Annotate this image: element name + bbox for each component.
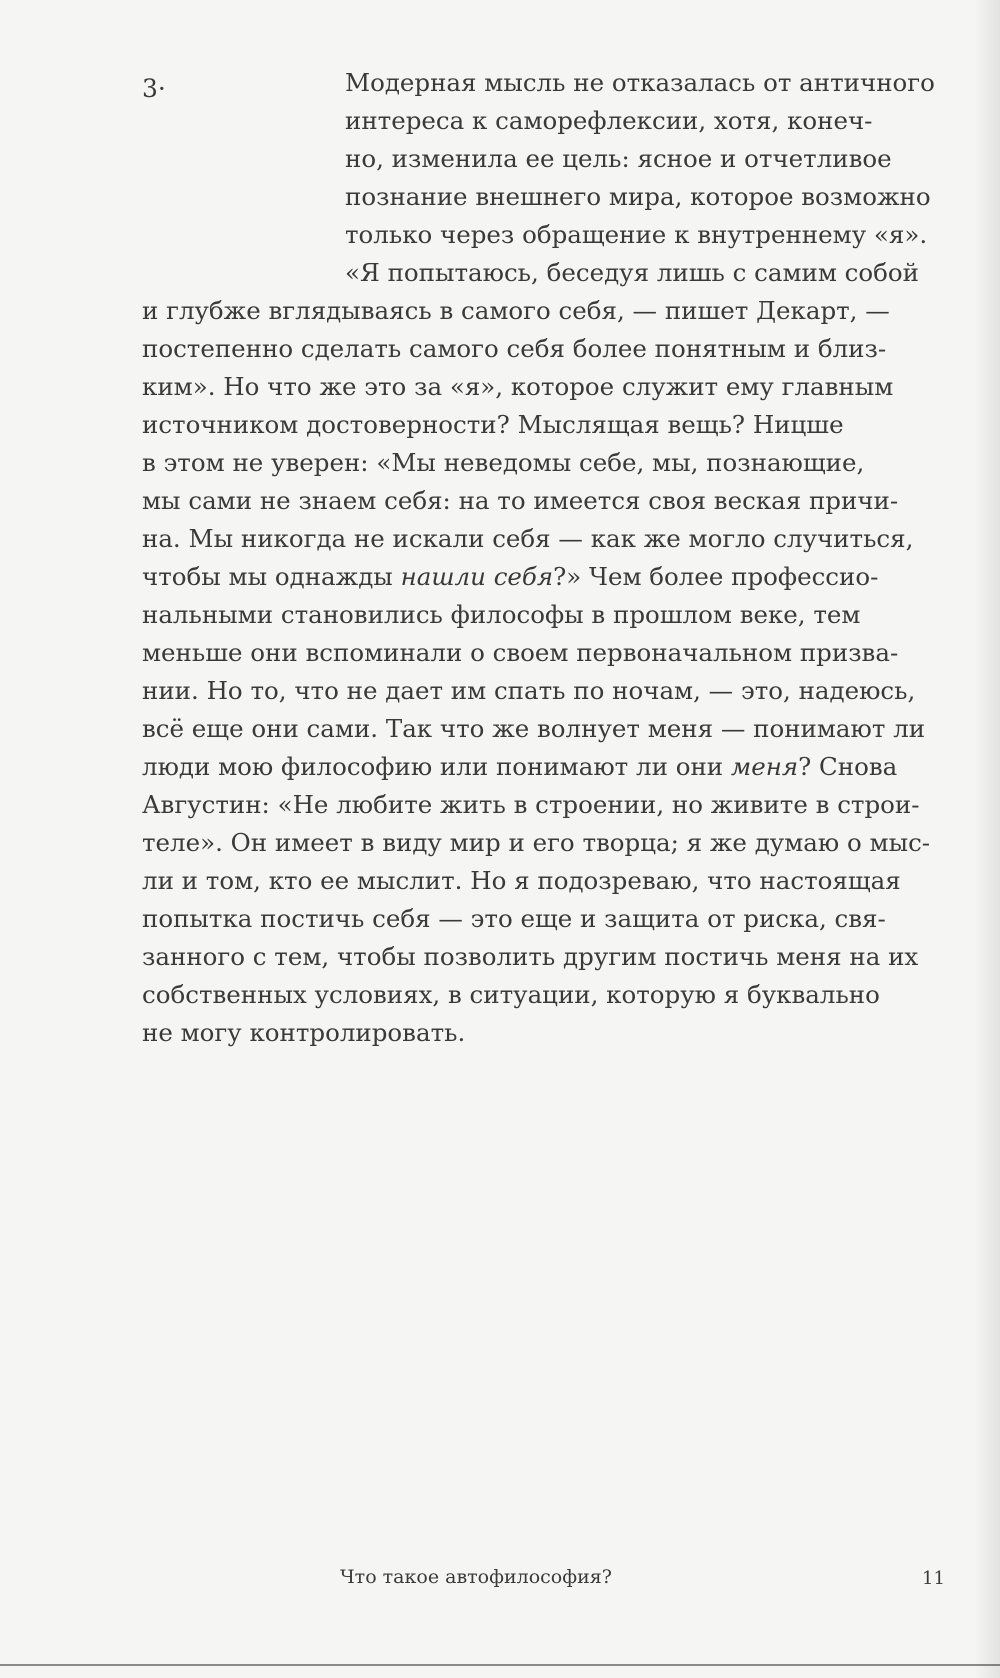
bottom-page-edge <box>0 1664 1000 1666</box>
text-line: нии. Но то, что не дает им спать по ночам, — это, надеюсь, <box>142 676 916 705</box>
text-line: всё еще они сами. Так что же волнует меня — понимают ли <box>142 714 926 743</box>
text-line <box>142 562 878 591</box>
text-line: мы сами не знаем себя: на то имеется своя веская причи- <box>142 486 899 515</box>
text-line: но, изменила ее цель: ясное и отчетливое <box>345 144 892 173</box>
text-line: источником достоверности? Мыслящая вещь? Ницше <box>142 410 844 439</box>
text-run: ? Снова <box>798 752 898 781</box>
text-line: постепенно сделать самого себя более понятным и близ- <box>142 334 887 363</box>
text-line: Августин: «Не любите жить в строении, но живите в строи- <box>142 790 920 819</box>
text-line: познание внешнего мира, которое возможно <box>345 182 931 211</box>
text-line: не могу контролировать. <box>142 1018 466 1047</box>
text-run: чтобы мы однажды <box>142 562 401 591</box>
page-number: 11 <box>922 1568 945 1589</box>
text-line: теле». Он имеет в виду мир и его творца; я же думаю о мыс- <box>142 828 931 857</box>
text-line: занного с тем, чтобы позволить другим постичь меня на их <box>142 942 919 971</box>
text-line: в этом не уверен: «Мы неведомы себе, мы, познающие, <box>142 448 865 477</box>
text-line: «Я попытаюсь, беседуя лишь с самим собой <box>345 258 919 287</box>
running-title: Что такое автофилософия? <box>340 1566 612 1588</box>
italic-text: меня <box>730 752 799 781</box>
text-line: ли и том, кто ее мыслит. Но я подозреваю, что настоящая <box>142 866 901 895</box>
text-line: попытка постичь себя — это еще и защита от риска, свя- <box>142 904 886 933</box>
text-run: ?» Чем более профессио- <box>553 562 879 591</box>
text-line: меньше они вспоминали о своем первоначальном призва- <box>142 638 899 667</box>
text-line: интереса к саморефлексии, хотя, конеч- <box>345 106 873 135</box>
text-line: и глубже вглядываясь в самого себя, — пишет Декарт, — <box>142 296 890 325</box>
text-line: Модерная мысль не отказалась от античного <box>345 68 935 97</box>
text-line: на. Мы никогда не искали себя — как же могло случиться, <box>142 524 914 553</box>
text-line <box>142 752 897 781</box>
section-number: 3· <box>142 74 166 103</box>
text-line: ким». Но что же это за «я», которое служит ему главным <box>142 372 894 401</box>
text-run: люди мою философию или понимают ли они <box>142 752 731 781</box>
page-edge-shadow <box>974 0 1000 1678</box>
text-line: только через обращение к внутреннему «я». <box>345 220 928 249</box>
italic-text: нашли себя <box>400 562 554 591</box>
text-line: нальными становились философы в прошлом веке, тем <box>142 600 861 629</box>
text-line: собственных условиях, в ситуации, которую я буквально <box>142 980 880 1009</box>
